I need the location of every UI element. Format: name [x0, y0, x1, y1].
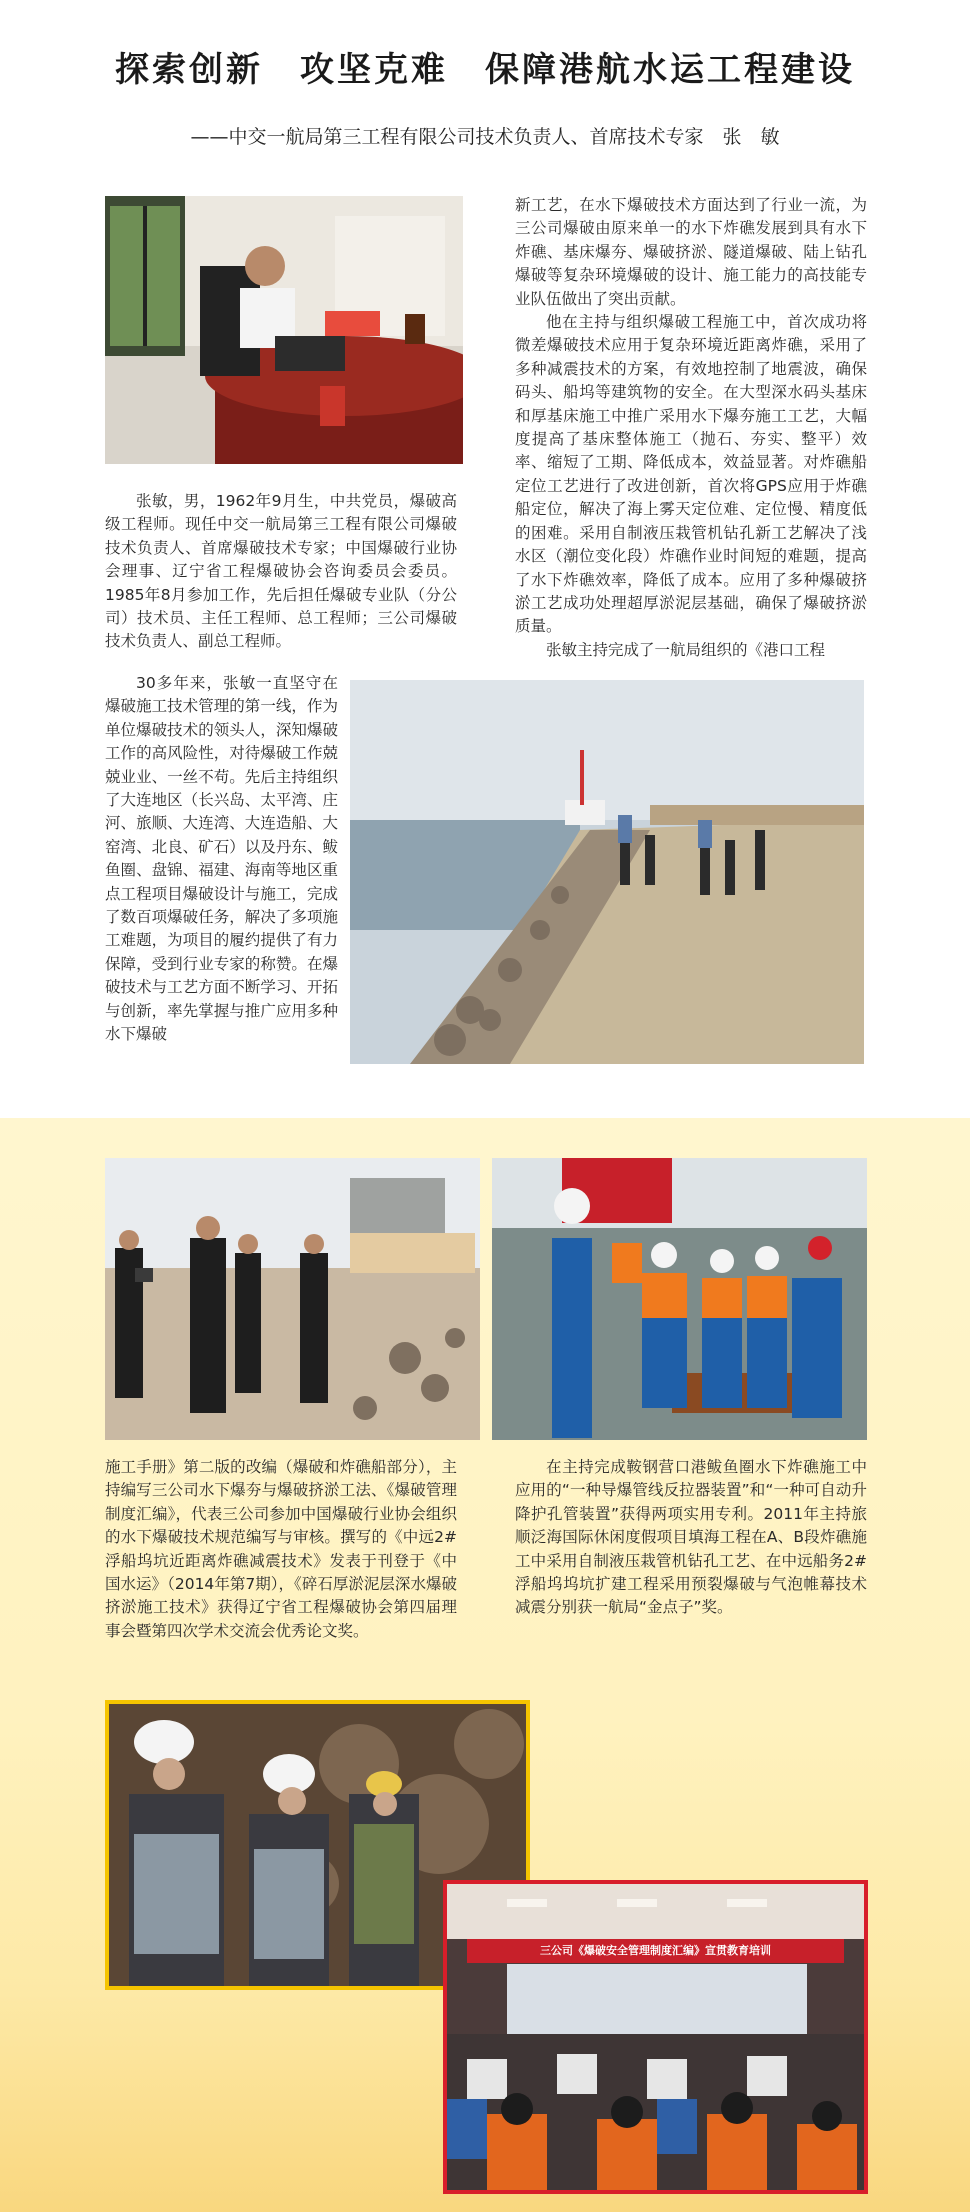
site-photo: [105, 1158, 480, 1440]
deck-photo: [492, 1158, 867, 1440]
patents-text: 在主持完成鞍钢营口港鲅鱼圈水下炸礁施工中应用的“一种导爆管线反拉器装置”和“一种可自动升降护孔管装置”获得两项实用专利。2011年主持旅顺泛海国际休闲度假项目填海工程在A、B段炸礁施工中采用自制液压栽管机钻孔工艺、在中远船务2#浮船坞坞坑扩建工程采用预裂爆破与气泡帷幕技术减震分别获一航局“金点子”奖。: [515, 1458, 867, 1617]
publications-text: 施工手册》第二版的改编（爆破和炸礁船部分），主持编写三公司水下爆夯与爆破挤淤工法、《爆破管理制度汇编》，代表三公司参加中国爆破行业协会组织的水下爆破技术规范编写与审核。撰写的《中远2#浮船坞坑近距离炸礁减震技术》发表于刊登于《中国水运》（2014年第7期），《碎石厚淤泥层深水爆破挤淤施工技术》获得辽宁省工程爆破协会第四届理事会暨第四次学术交流会优秀论文奖。: [105, 1458, 457, 1640]
page-subtitle: ——中交一航局第三工程有限公司技术负责人、首席技术专家 张 敏: [190, 126, 780, 148]
right-paragraph-2: 他在主持与组织爆破工程施工中，首次成功将微差爆破技术应用于复杂环境近距离炸礁，采用了多种减震技术的方案，有效地控制了地震波，确保码头、船坞等建筑物的安全。在大型深水码头基床和厚基床施工中推广采用水下爆夯施工工艺，大幅度提高了基床整体施工（抛石、夯实、整平）效率、缩短了工期、降低成本，效益显著。对炸礁船定位工艺进行了改进创新，首次将GPS应用于炸礁船定位，解决了海上雾天定位难、定位慢、精度低的困难。采用自制液压栽管机钻孔新工艺解决了浅水区（潮位变化段）炸礁作业时间短的难题，提高了水下炸礁效率，降低了成本。应用了多种爆破挤淤工艺成功处理超厚淤泥层基础，确保了爆破挤淤质量。: [515, 313, 867, 636]
publications-paragraph: [105, 1456, 457, 1643]
shore-photo: [350, 680, 864, 1064]
patents-paragraph: [515, 1456, 867, 1620]
right-column-text: [515, 194, 867, 662]
meeting-photo: [443, 1880, 868, 2194]
right-paragraph-1: 新工艺，在水下爆破技术方面达到了行业一流，为三公司爆破由原来单一的水下炸礁发展到具有水下炸礁、基床爆夯、爆破挤淤、隧道爆破、陆上钻孔爆破等复杂环境爆破的设计、施工能力的高技能专业队伍做出了突出贡献。: [515, 196, 867, 308]
right-paragraph-3: 张敏主持完成了一航局组织的《港口工程: [546, 640, 826, 659]
bio-text: 张敏，男，1962年9月生，中共党员，爆破高级工程师。现任中交一航局第三工程有限公司爆破技术负责人、首席爆破技术专家；中国爆破行业协会理事、辽宁省工程爆破协会咨询委员会委员。1985年8月参加工作，先后担任爆破专业队（分公司）技术员、主任工程师、总工程师；三公司爆破技术负责人、副总工程师。: [105, 492, 457, 651]
career-text: 30多年来，张敏一直坚守在爆破施工技术管理的第一线，作为单位爆破技术的领头人，深知爆破工作的高风险性，对待爆破工作兢兢业业、一丝不苟。先后主持组织了大连地区（长兴岛、太平湾、庄河、旅顺、大连湾、大连造船、大窑湾、北良、矿石）以及丹东、鲅鱼圈、盘锦、福建、海南等地区重点工程项目爆破设计与施工，完成了数百项爆破任务，解决了多项施工难题，为项目的履约提供了有力保障，受到行业专家的称赞。在爆破技术与工艺方面不断学习、开拓与创新，率先掌握与推广应用多种水下爆破: [105, 674, 338, 1044]
bio-paragraph: [105, 490, 457, 654]
page-title: 探索创新 攻坚克难 保障港航水运工程建设: [115, 50, 855, 90]
office-photo: [105, 196, 463, 464]
meeting-banner-text: 三公司《爆破安全管理制度汇编》宣贯教育培训: [540, 1944, 771, 1957]
career-paragraph: [105, 672, 338, 1047]
